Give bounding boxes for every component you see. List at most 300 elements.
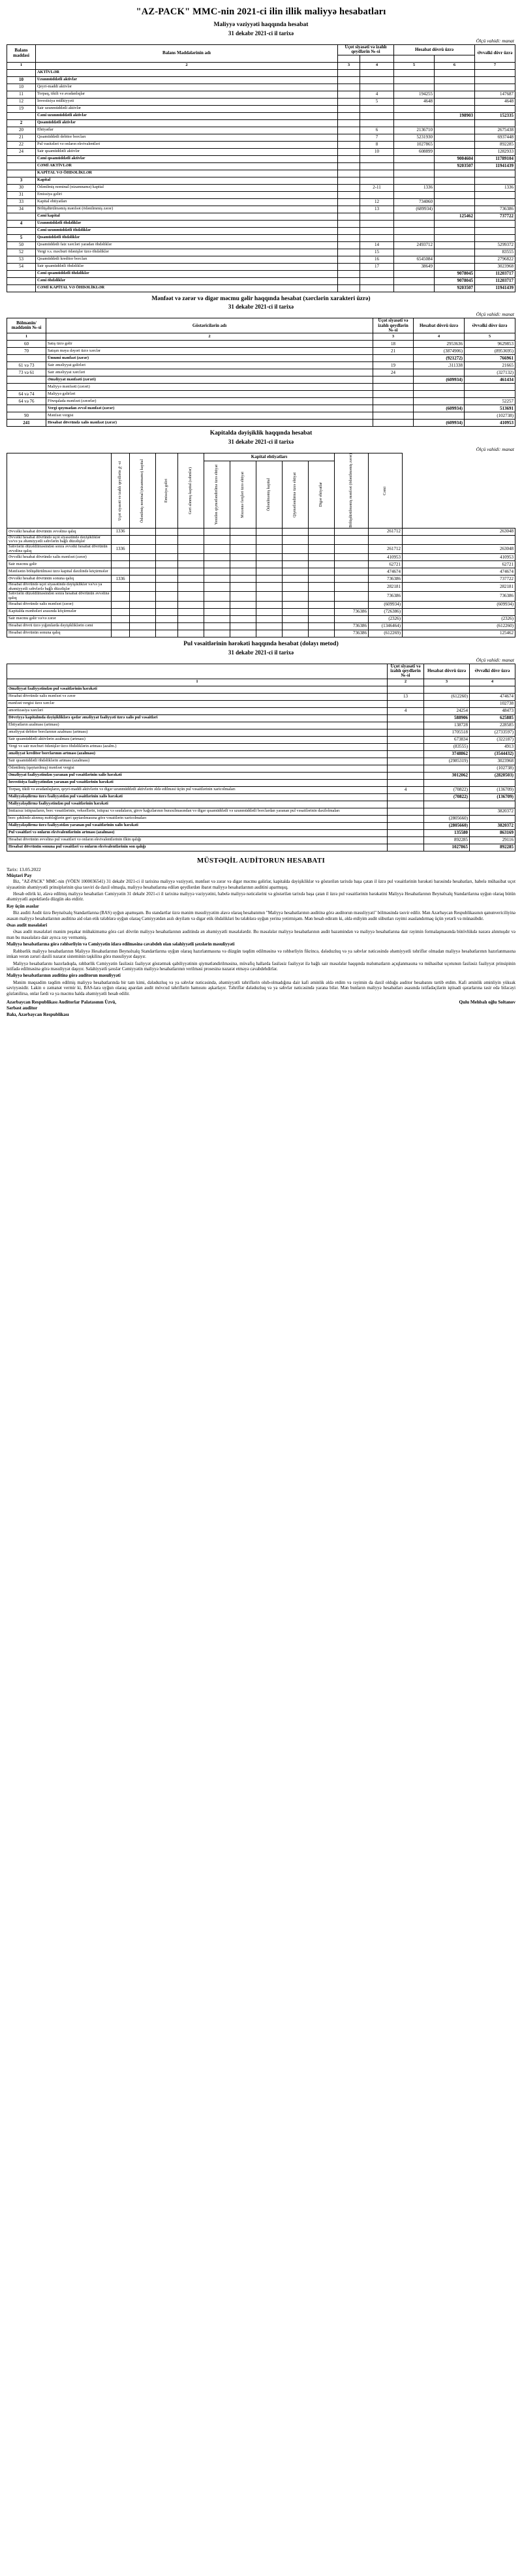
row-current-a	[394, 234, 435, 241]
row-code: 34	[7, 206, 36, 213]
cashflow-section-title: Pul vəsaitlərinin hərəkəti haqqında hesabat (dolayı metod)	[183, 640, 339, 647]
table-row	[7, 736, 515, 743]
row-note: 1336	[112, 528, 130, 535]
table-row	[7, 615, 515, 622]
row-note	[373, 420, 414, 427]
table-row	[7, 69, 515, 76]
table-row	[7, 369, 515, 376]
row-label: Hesabat dövrünün əvvəlinə pul vəsaitləri və onların ekvivalentlərinin ilkin qalığı	[7, 836, 388, 844]
table-row	[7, 592, 515, 601]
audit-key-matters: Əsas audit məsələləri mənim peşəkar mühakiməmə görə cari dövrün maliyyə hesabatlarının auditində ən əhəmiyyətli məsələlərdir. Bu məsələlər maliyyə hesabatlarının audit bazəmindən və maliyyə hesabatlarına dair rəyimin formalaşmasında bütövlükdə nəzərə alınmışdır və mən bu məsələlərə dair ayrıca rəy verməmiş.	[7, 930, 515, 940]
row-value-10: 263048	[403, 528, 515, 535]
row-value-9: 736386	[369, 575, 403, 583]
row-note	[388, 836, 424, 844]
row-note	[338, 112, 360, 119]
row-code	[7, 162, 36, 170]
balance-colnum-row	[7, 62, 515, 69]
row-value-6	[283, 630, 309, 637]
row-note-ref	[360, 227, 394, 234]
row-previous: 461434	[465, 376, 515, 384]
row-label: İnvestisiya fəaliyyətindən yaranan pul vəsaitlərinin hərəkəti	[7, 779, 388, 786]
table-row	[7, 206, 515, 213]
row-value-8	[335, 575, 369, 583]
row-previous	[465, 384, 515, 391]
row-label: Qısamüddətli aktivlər	[36, 119, 338, 127]
row-previous: 625885	[470, 714, 515, 722]
row-current-b	[435, 256, 475, 263]
row-current	[424, 801, 470, 808]
row-current	[414, 369, 465, 376]
row-label: Qısamüddətli faiz xərcləri yaradan öhdəliklər	[36, 241, 338, 249]
row-value-2	[178, 622, 204, 630]
row-current: (2985319)	[424, 758, 470, 765]
row-current-b	[435, 198, 475, 206]
row-value-0	[130, 622, 156, 630]
table-row	[7, 220, 515, 227]
row-code	[7, 355, 46, 362]
row-label: Əvvəlki hesabat dövrünün əvvəlinə qalıq	[7, 528, 112, 535]
row-note-ref	[360, 213, 394, 220]
row-value-10: (612260)	[403, 622, 515, 630]
row-current: 3748862	[424, 750, 470, 758]
row-note-ref: 17	[360, 263, 394, 270]
row-value-1	[156, 615, 178, 622]
equity-col-treasury	[178, 453, 204, 528]
row-current-b	[435, 76, 475, 84]
row-value-10	[403, 608, 515, 615]
row-label: Ödənilmiş (qaytarılmış) mənfəət vergisi	[7, 765, 388, 772]
row-current-a	[394, 155, 435, 162]
row-label: Sair qısamüddətli öhdəliklərin artması (azalması)	[7, 758, 388, 765]
row-note-ref	[360, 220, 394, 227]
table-row	[7, 758, 515, 765]
row-label: Sair uzunmüddətli aktivlər	[36, 105, 338, 112]
row-value-6	[283, 608, 309, 615]
table-row	[7, 554, 515, 561]
row-value-7	[309, 592, 335, 601]
row-previous	[470, 686, 515, 693]
row-previous	[470, 815, 515, 822]
row-code: 70	[7, 348, 46, 355]
row-code: 52	[7, 249, 36, 256]
audit-signature-left	[7, 1000, 116, 1018]
row-value-4	[230, 568, 256, 575]
row-note	[338, 191, 360, 198]
audit-report-title: MÜSTƏQİL AUDİTORUN HESABATI	[196, 856, 326, 865]
pnl-col-code: Bölmənin/ maddənin №-si	[7, 318, 46, 333]
row-note	[388, 822, 424, 829]
row-label: Qısamüddətli debitor borcları	[36, 134, 338, 141]
row-value-8	[335, 601, 369, 608]
row-current-a	[394, 213, 435, 220]
row-note	[112, 561, 130, 568]
row-note-ref	[360, 155, 394, 162]
row-current-b	[435, 148, 475, 155]
row-label: Ödənilmiş nominal (nizamnamə) kapital	[36, 184, 338, 191]
table-row	[7, 575, 515, 583]
row-value-8	[335, 554, 369, 561]
financial-report-page	[0, 0, 522, 1024]
row-note	[388, 750, 424, 758]
row-code	[7, 170, 36, 177]
row-value-4	[230, 561, 256, 568]
balance-col-notes: Uçot siyasəti və izahlı qeydlərin №-si	[338, 44, 394, 55]
equity-col-notes	[112, 453, 130, 528]
row-label: Torpaq, tikili və avadanlıqlar	[36, 91, 338, 98]
row-current-b: 9203507	[435, 284, 475, 292]
table-row	[7, 384, 515, 391]
equity-table	[7, 453, 515, 637]
row-value-3	[204, 568, 230, 575]
row-previous: 736386	[475, 206, 515, 213]
colnum: 5	[465, 333, 515, 341]
equity-header-revaluation: Yenidən qiymətləndirilmə üzrə ehtiyat	[215, 465, 219, 525]
table-row	[7, 162, 515, 170]
row-code	[7, 277, 36, 284]
row-current-b: 198903	[435, 112, 475, 119]
row-note	[338, 198, 360, 206]
row-current: 588906	[424, 714, 470, 722]
row-value-7	[309, 630, 335, 637]
equity-group-reserves: Kapital ehtiyatları	[204, 453, 335, 461]
row-label: KAPİTAL VƏ ÖHDƏLİKLƏR	[36, 170, 338, 177]
row-previous: 4648	[475, 98, 515, 105]
table-row	[7, 148, 515, 155]
row-value-8: 736386	[335, 630, 369, 637]
row-label: Ehtiyatların azalması (artması)	[7, 722, 388, 729]
table-row	[7, 127, 515, 134]
row-value-3	[204, 575, 230, 583]
row-value-5	[256, 615, 283, 622]
audit-auditor-responsibility-title: Maliyyə hesabatlarının auditinə görə auditorun məsuliyyəti	[7, 974, 121, 979]
table-row	[7, 844, 515, 851]
table-row	[7, 622, 515, 630]
row-value-5	[256, 608, 283, 615]
row-note	[373, 412, 414, 420]
row-note	[388, 743, 424, 750]
row-current-a: 1027865	[394, 141, 435, 148]
row-label: Ehtiyatlar	[36, 127, 338, 134]
row-note: 4	[388, 786, 424, 793]
row-value-10: 410953	[403, 554, 515, 561]
table-row	[7, 249, 515, 256]
row-previous	[475, 84, 515, 91]
row-note	[112, 568, 130, 575]
row-value-9: (1346464)	[369, 622, 403, 630]
row-code: 24	[7, 148, 36, 155]
row-current-b	[435, 141, 475, 148]
row-current-a: 608899	[394, 148, 435, 155]
row-note-ref	[360, 270, 394, 277]
pnl-col-previous: Əvvəlki dövr üzrə	[465, 318, 515, 333]
row-note	[373, 376, 414, 384]
row-value-4	[230, 554, 256, 561]
row-current-b	[435, 241, 475, 249]
row-code: 30	[7, 184, 36, 191]
cashflow-col-previous: Əvvəlki dövr üzrə	[470, 664, 515, 679]
row-note	[112, 535, 130, 544]
row-value-0	[130, 568, 156, 575]
row-value-0	[130, 561, 156, 568]
row-value-1	[156, 575, 178, 583]
colnum: 1	[7, 679, 388, 686]
row-value-7	[309, 554, 335, 561]
row-note	[373, 384, 414, 391]
row-previous	[475, 119, 515, 127]
row-note-ref	[360, 234, 394, 241]
row-code	[7, 112, 36, 119]
colnum: 4	[414, 333, 465, 341]
row-value-5	[256, 561, 283, 568]
row-current-b	[435, 69, 475, 76]
row-value-5	[256, 535, 283, 544]
row-previous	[475, 234, 515, 241]
row-value-3	[204, 528, 230, 535]
row-previous: 892285	[470, 844, 515, 851]
table-row	[7, 263, 515, 270]
row-current-a	[394, 191, 435, 198]
row-value-3	[204, 608, 230, 615]
row-label: Hesabat dövrü üzrə yığımlarda dəyişikliklərin cəmi	[7, 622, 112, 630]
row-value-5	[256, 583, 283, 592]
audit-opinion: Hesab edirik ki, əlavə edilmiş maliyyə hesabatları Cəmiyyətin 31 dekabr 2021-ci il tarixinə maliyyə vəziyyətini, habelə maliyyə nəticələrini və göstərilən tarixdə başa çatan il üzrə pul vəsaitlərinin hərəkətini Maliyyə Hesabatlarının Beynəlxalq Standartlarına uyğun olaraq bütün əhəmiyyətli aspektlərdə düzgün əks etdirir.	[7, 891, 515, 902]
balance-section-date: 31 dekabr 2021-ci il tarixə	[228, 29, 294, 37]
row-current: (83555)	[424, 743, 470, 750]
row-current	[414, 391, 465, 398]
colnum: 3	[338, 62, 360, 69]
row-note	[388, 722, 424, 729]
row-value-1	[156, 554, 178, 561]
row-previous: 4913	[470, 743, 515, 750]
row-previous: 1336	[475, 184, 515, 191]
row-label: Satış üzrə gəlir	[46, 341, 373, 348]
row-value-1	[156, 561, 178, 568]
row-code: 31	[7, 191, 36, 198]
row-value-6	[283, 592, 309, 601]
document-title: "AZ-PACK" MMC-nin 2021-ci ilin illik maliyyə hesabatları	[136, 7, 386, 17]
row-note	[338, 148, 360, 155]
row-label: Hesabat dövründə uçot siyasətində dəyişikliklər və/və ya əhəmiyyətli səhvlərlə bağlı düzəlişlər	[7, 583, 112, 592]
row-previous: (102738)	[470, 765, 515, 772]
row-note	[373, 355, 414, 362]
row-value-6	[283, 568, 309, 575]
audit-key-matters-title: Əsas audit məsələləri	[7, 923, 48, 928]
row-previous: (136709)	[470, 786, 515, 793]
row-value-6	[283, 554, 309, 561]
row-current-a: (689934)	[394, 206, 435, 213]
row-current: (921272)	[414, 355, 465, 362]
row-note	[112, 592, 130, 601]
row-current: 2953636	[414, 341, 465, 348]
row-value-9: 62721	[369, 561, 403, 568]
row-value-3	[204, 554, 230, 561]
row-value-5	[256, 528, 283, 535]
row-label: İmtiazsız istiqrazların, borc vəsaitlərinin, veksellərin, istiqraz və ssudaların, girov kağızlarının buraxılmasından və digər qısamüddətli və uzunmüddətli borclardan yaranan pul vəsaitlərinin daxilolmaları	[7, 808, 388, 815]
row-value-9: 282181	[369, 583, 403, 592]
row-label: Maliyyələşdirmə fəaliyyətindən pul vəsaitlərinin hərəkəti	[7, 801, 388, 808]
row-note-ref: 10	[360, 148, 394, 155]
row-value-2	[178, 592, 204, 601]
row-value-10: 263048	[403, 545, 515, 554]
cashflow-col-current: Hesabat dövrü üzrə	[424, 664, 470, 679]
cashflow-colnum-row	[7, 679, 515, 686]
row-note	[338, 134, 360, 141]
row-value-3	[204, 630, 230, 637]
audit-auditor-responsibility: Mənim məqsədim təqdim edilmiş maliyyə hesabatlarında bir tam kimi, dələduzluq və ya səhvlər nəticəsində, əhəmiyyətli təhriflərin olub-olmadığına dair kafi əminlik əldə etdim və rəyimin da daxil olduğu auditor hesabatını tərtib etdim. Kafi əminlik əminliyin yüksək səviyyəsidir. Lakin o zəmanət vermir ki, BAS-lara uyğun olaraq aparılan audit mövcud təhriflərin hamısını aşkarlayır. Təhriflər dələduzluq və ya səhvlər nəticəsində yarana bilər. Mən bunların maliyyə hesabatları əsasında istifadəçilərin iqtisadi qərarlarına təsir edə biləcəyi gözlənilirsə, onlar fərdi və ya məcmu halda əhəmiyyətli hesab edilir.	[7, 980, 515, 996]
table-row	[7, 722, 515, 729]
row-code: 90	[7, 412, 46, 420]
auditor-role: Sərbəst auditor	[7, 1005, 38, 1011]
row-label: Hesabat dövründə xalis mənfəət (zərər)	[7, 601, 112, 608]
row-value-5	[256, 575, 283, 583]
pnl-unit: Ölçü vahidi: manat	[476, 311, 514, 318]
row-note	[388, 729, 424, 736]
row-note-ref: 6	[360, 127, 394, 134]
row-value-2	[178, 561, 204, 568]
row-value-7	[309, 568, 335, 575]
table-row	[7, 391, 515, 398]
row-value-8: 736386	[335, 622, 369, 630]
row-value-0	[130, 528, 156, 535]
table-row	[7, 155, 515, 162]
row-label: Sair qısamüddətli aktivlərin azalması (artması)	[7, 736, 388, 743]
row-label: Cəmi qısamüddətli aktivlər	[36, 155, 338, 162]
table-row	[7, 98, 515, 105]
row-note-ref	[360, 119, 394, 127]
row-previous: 513691	[465, 405, 515, 412]
equity-header-retained: Bölüşdürülməmiş mənfəət (ödənilməmiş zərər)	[349, 453, 354, 528]
pnl-table	[7, 318, 515, 427]
row-previous: 9629853	[465, 341, 515, 348]
row-value-0	[130, 583, 156, 592]
row-previous: 11789104	[475, 155, 515, 162]
row-label: Maliyyə mənfəəti (zərəri)	[46, 384, 373, 391]
audit-basis: Biz auditi Audit üzrə Beynəlxalq Standartlarına (BAS) uyğun apamışam. Bu standartlar üzrə mənim məsuliyyətim əlavə olaraq hesabatımın "Maliyyə hesabatlarının auditinə görə auditorun məsuliyyəti" bölməsində təsvir edilir. Mən Azərbaycan Respublikasının qanunvericiliyinə əsasən maliyyə hesabatlarının auditinə aid olan etik tələblərə uyğun olaraq Cəmiyyətdən asılı deyiləm və digər etik öhdəlikləri bu tələblərə uyğun yerinə yetirmişəm. Mən hesab edirəm ki, əldə etdiyim audit sübutları rəyimi əsaslandırmaq üçün yetərli və münasibdir.	[7, 911, 515, 921]
row-value-2	[178, 615, 204, 622]
row-current-b	[435, 127, 475, 134]
row-note	[112, 583, 130, 592]
row-value-8	[335, 615, 369, 622]
row-value-8	[335, 583, 369, 592]
equity-header-notes: Uçot siyasəti və izahlı qeydlərin №-si	[118, 461, 123, 521]
row-note	[338, 213, 360, 220]
row-label: Əməliyyat fəaliyyətindən yaranan pul vəsaitlərinin xalis hərəkəti	[7, 772, 388, 779]
row-label: Sair əməliyyat gəlirləri	[46, 362, 373, 369]
row-value-8	[335, 528, 369, 535]
table-row	[7, 729, 515, 736]
row-previous	[465, 391, 515, 398]
row-label: Sair məcmu gəlir	[7, 561, 112, 568]
row-value-3	[204, 615, 230, 622]
row-previous: 21665	[465, 362, 515, 369]
row-label: Qeyri-maddi aktivlər	[36, 84, 338, 91]
row-current-a	[394, 177, 435, 184]
row-current: (609934)	[414, 405, 465, 412]
row-current-b	[435, 220, 475, 227]
row-note-ref	[360, 76, 394, 84]
row-note-ref: 16	[360, 256, 394, 263]
table-row	[7, 284, 515, 292]
row-label: Hesabat dövründə xalis mənfəət və zərər	[7, 693, 388, 700]
row-value-10: 125462	[403, 630, 515, 637]
colnum: 6	[435, 62, 475, 69]
row-previous: 3820372	[470, 822, 515, 829]
row-value-3	[204, 535, 230, 544]
row-label: Uzunmüddətli öhdəliklər	[36, 220, 338, 227]
row-current: 135580	[424, 829, 470, 836]
equity-header-other: Digər ehtiyatlar	[319, 482, 324, 508]
equity-header-fx: Məzənnə fərqləri üzrə ehtiyat	[241, 471, 245, 518]
row-current	[424, 765, 470, 772]
table-row	[7, 707, 515, 714]
row-note	[388, 714, 424, 722]
table-row	[7, 801, 515, 808]
row-previous	[470, 801, 515, 808]
row-current-a	[394, 162, 435, 170]
row-label: mənfəət vergisi üzrə xərclər	[7, 700, 388, 707]
row-value-7	[309, 575, 335, 583]
row-value-2	[178, 601, 204, 608]
table-row	[7, 765, 515, 772]
row-current-b: 9078045	[435, 277, 475, 284]
row-value-1	[156, 601, 178, 608]
row-note: 1336	[112, 575, 130, 583]
row-value-4	[230, 583, 256, 592]
row-value-3	[204, 622, 230, 630]
row-code: 64 və 76	[7, 398, 46, 405]
row-current-a: 6545084	[394, 256, 435, 263]
row-note	[338, 206, 360, 213]
row-code: 33	[7, 198, 36, 206]
row-note	[338, 91, 360, 98]
row-value-10: (609934)	[403, 601, 515, 608]
row-code: 3	[7, 177, 36, 184]
row-label: Sair məcmu gəlir və/və zərər	[7, 615, 112, 622]
row-label: Cəmi qısamüddətli öhdəliklər	[36, 270, 338, 277]
table-row	[7, 241, 515, 249]
row-value-5	[256, 601, 283, 608]
row-value-6	[283, 622, 309, 630]
row-value-6	[283, 561, 309, 568]
row-current-a: 2136710	[394, 127, 435, 134]
table-row	[7, 213, 515, 220]
row-note	[338, 220, 360, 227]
table-row	[7, 808, 515, 815]
audit-signature-block	[7, 1000, 515, 1018]
colnum: 3	[424, 679, 470, 686]
table-row	[7, 105, 515, 112]
pnl-section-title: Mənfəət və zərər və digər məcmu gəlir haqqında hesabat (xərclərin xarakteri üzrə)	[151, 295, 371, 302]
row-code: 53	[7, 256, 36, 263]
row-label: Ümumi mənfəət (zərər)	[46, 355, 373, 362]
cashflow-col-notes: Uçot siyasəti və izahlı qeydlərin №-si	[388, 664, 424, 679]
table-row	[7, 405, 515, 412]
row-note	[373, 405, 414, 412]
row-label: Vergi və sair məcburi ödənişlər üzrə öhdəliklərin artması (azalm.)	[7, 743, 388, 750]
row-current-b	[435, 91, 475, 98]
table-row	[7, 772, 515, 779]
row-code: 22	[7, 141, 36, 148]
row-previous: 3023968	[470, 758, 515, 765]
row-note	[388, 815, 424, 822]
row-previous	[475, 220, 515, 227]
row-code: 73 və 61	[7, 369, 46, 376]
equity-unit: Ölçü vahidi: manat	[476, 446, 514, 453]
equity-col-fx	[230, 461, 256, 528]
colnum: 3	[373, 333, 414, 341]
row-value-6	[283, 615, 309, 622]
row-label: Kapital	[36, 177, 338, 184]
